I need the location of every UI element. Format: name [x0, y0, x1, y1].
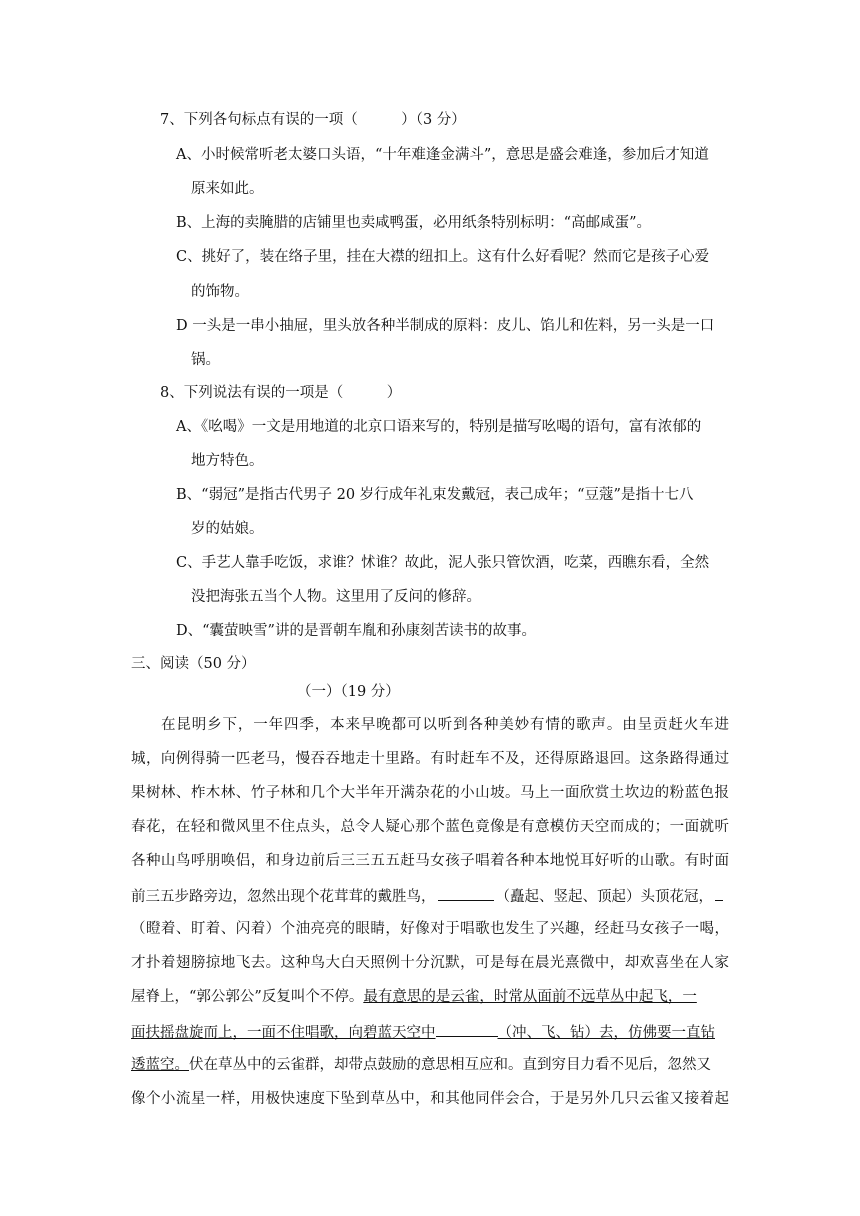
section-3-subheading: （一）（19 分） [297, 684, 400, 700]
passage-line-6-text-b: （矗起、竖起、顶起）头顶花冠， [495, 889, 713, 905]
blank-3 [436, 1021, 498, 1037]
question-7-option-a: A、小时候常听老太婆口头语，“十年难逢金满斗”，意思是盛会难逢，参加后才知道 [176, 147, 709, 163]
passage-line-4: 春花，在轻和微风里不住点头，总令人疑心那个蓝色竟像是有意模仿天空而成的；一面就听 [131, 819, 729, 835]
question-8-option-c-cont: 没把海张五当个人物。这里用了反问的修辞。 [191, 589, 481, 605]
passage-line-5: 各种山鸟呼朋唤侣，和身边前后三三五五赶马女孩子唱着各种本地悦耳好听的山歌。有时面 [131, 853, 729, 869]
question-8-option-a-cont: 地方特色。 [191, 453, 264, 469]
passage-line-7: （瞪着、盯着、闪着）个油亮亮的眼睛，好像对于唱歌也发生了兴趣，经赶马女孩子一喝， [131, 921, 729, 937]
question-7-stem: 7、下列各句标点有误的一项（ ）（3 分） [160, 112, 466, 128]
passage-line-1: 在昆明乡下，一年四季，本来早晚都可以听到各种美妙有情的歌声。由呈贡赶火车进 [161, 717, 729, 733]
question-8-option-d: D、“囊萤映雪”讲的是晋朝车胤和孙康刻苦读书的故事。 [176, 623, 536, 639]
passage-line-9-text-a: 屋脊上，“郭公郭公”反复叫个不停。 [131, 989, 364, 1005]
question-7-option-a-cont: 原来如此。 [191, 181, 264, 197]
passage-line-12: 像个小流星一样，用极快速度下坠到草丛中，和其他同伴会合，于是另外几只云雀又接着起 [131, 1091, 729, 1107]
question-7-option-d: D 一头是一串小抽屉，里头放各种半制成的原料：皮儿、馅儿和佐料，另一头是一口 [176, 318, 715, 334]
passage-line-3: 果树林、柞木林、竹子林和几个大半年开满杂花的小山坡。马上一面欣赏土坎边的粉蓝色报 [131, 785, 729, 801]
passage-line-6-text-a: 前三五步路旁边，忽然出现个花茸茸的戴胜鸟， [131, 889, 436, 905]
passage-line-10-text-a: 面扶摇盘旋而上，一面不住唱歌，向碧蓝天空中 [131, 1025, 436, 1041]
question-7-option-c: C、挑好了，装在络子里，挂在大襟的纽扣上。这有什么好看呢？然而它是孩子心爱 [176, 249, 710, 265]
question-7-option-d-cont: 锅。 [191, 352, 220, 368]
underlined-sentence-end: 透蓝空。 [131, 1057, 189, 1073]
blank-1 [438, 885, 494, 901]
question-8-option-c: C、手艺人靠手吃饭，求谁？怵谁？故此，泥人张只管饮酒，吃菜，西瞧东看，全然 [176, 555, 710, 571]
question-7-option-b: B、上海的卖腌腊的店铺里也卖咸鸭蛋，必用纸条特别标明：“高邮咸蛋”。 [176, 215, 651, 231]
blank-2 [715, 885, 723, 901]
question-7-option-c-cont: 的饰物。 [191, 284, 249, 300]
passage-line-10-text-b: （冲、飞、钻）去，仿佛要一直钻 [497, 1025, 715, 1041]
question-8-option-b-cont: 岁的姑娘。 [191, 521, 264, 537]
passage-line-11 [131, 1055, 711, 1075]
question-8-option-b: B、“弱冠”是指古代男子 20 岁行成年礼束发戴冠，表己成年；“豆蔻”是指十七八 [176, 487, 694, 503]
underlined-sentence-start: 最有意思的是云雀，时常从面前不远草丛中起飞，一 [363, 989, 697, 1005]
passage-line-2: 城，向例得骑一匹老马，慢吞吞地走十里路。有时赶车不及，还得原路退回。这条路得通过 [131, 751, 729, 767]
question-8-stem: 8、下列说法有误的一项是（ ） [160, 385, 402, 401]
passage-line-9 [131, 987, 697, 1007]
section-3-heading: 三、阅读（50 分） [131, 656, 256, 672]
passage-line-8: 才扑着翅膀掠地飞去。这种鸟大白天照例十分沉默，可是每在晨光熹微中，却欢喜坐在人家 [131, 955, 729, 971]
passage-line-10 [131, 1021, 715, 1041]
passage-line-6 [131, 885, 723, 905]
passage-line-11-text-b: 伏在草丛中的云雀群，却带点鼓励的意思相互应和。直到穷目力看不见后，忽然又 [189, 1057, 711, 1073]
question-8-option-a: A、《吆喝》一文是用地道的北京口语来写的，特别是描写吆喝的语句，富有浓郁的 [176, 419, 702, 435]
